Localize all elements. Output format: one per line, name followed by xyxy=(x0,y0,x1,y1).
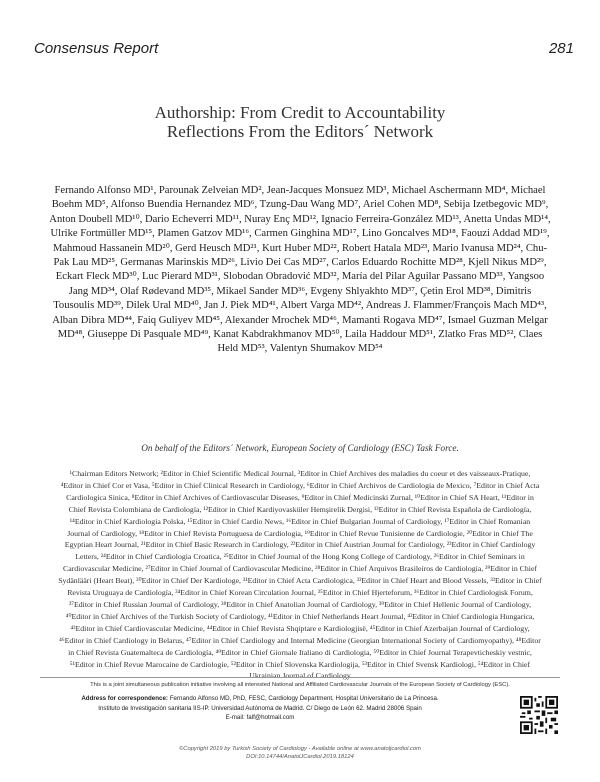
on-behalf-note: On behalf of the Editors´ Network, European Society of Cardiology (ESC) Task Force. xyxy=(141,443,459,453)
correspondence-line-2: Instituto de Investigación sanitaria IIS-IP. Universidad Autónoma de Madrid. C/ Diego de León 62. Madrid 28006 Spain xyxy=(98,704,422,712)
copyright-line: ©Copyright 2019 by Turkish Society of Cardiology - Available online at www.anatoljcardiol.com xyxy=(179,746,421,752)
article-title xyxy=(60,103,540,141)
correspondence-label: Address for correspondence: xyxy=(81,695,168,702)
title-line-1: Authorship: From Credit to Accountability xyxy=(154,103,446,122)
page-number: 281 xyxy=(548,40,574,57)
correspondence-line-1: Fernando Alfonso MD, PhD, FESC, Cardiology Department, Hospital Universitario de La Princesa. xyxy=(169,695,439,702)
correspondence-email[interactable]: E-mail: falf@hotmail.com xyxy=(225,714,295,722)
publication-notice: This is a joint simultaneous publication initiative involving all interested National and Affiliated Cardiovascular Journals of the European Society of Cardiology (ESC). xyxy=(90,682,510,688)
page-header xyxy=(34,40,574,62)
doi-line: DOI:10.14744/AnatolJCardiol.2019.18124 xyxy=(246,754,354,760)
footer-divider xyxy=(40,677,560,678)
title-line-2: Reflections From the Editors´ Network xyxy=(166,122,434,141)
affiliations: ¹Chairman Editors Network; ²Editor in Chief Scientific Medical Journal, ³Editor in Chief Archives des maladies du coeur et des vaisseaux-Pratique, ⁴Editor in Chief Cor et Vasa, ⁵Editor in Chief Clinical Research in Cardiology, ⁶Editor in Chief Archivos de Cardiologia de Mexico, ⁷Editor in Chief Acta Cardiologica Sinica, ⁸Editor in Chief Archives of Cardiovascular Diseases, ⁹Editor in Chief Medicinski Zurnal, ¹⁰Editor in Chief SA Heart, ¹¹Editor in Chief Revista Colombiana de Cardiología, ¹²Editor in Chief Kardiyovasküler Hemşirelik Dergisi, ¹³Editor in Chief Revista Española de Cardiología, ¹⁴Editor in Chief Kardiologia Polska, ¹⁵Editor in Chief Cardio News, ¹⁶Editor in Chief Bulgarian Journal of Cardiology, ¹⁷Editor in Chief Romanian Journal of Cardiology, ¹⁸Editor in Chief Revista Portuguesa de Cardiologia, ¹⁹Editor in Chief Revue Tunisienne de Cardiologie, ²⁰Editor in Chief The Egyptian Heart Journal, ²¹Editor in Chief Basic Research in Cardiology, ²²Editor in Chief Austrian Journal for Cardiology, ²³Editor in Chief Cardiology Letters, ²⁴Editor in Chief Cardiologia Croatica, ²⁵Editor in Chief Journal of the Hong Kong College of Cardiology, ²⁶Editor in Chief Seminars in Cardiovascular Medicine, ²⁷Editor in Chief Journal of Cardiovascular Medicine, ²⁸Editor in Chief Arquivos Brasileiros de Cardiologia, ²⁹Editor in Chief Sydänlääri (Heart Beat), ³⁰Editor in Chief Der Kardiologe, ³¹Editor in Chief Acta Cardiologica, ³²Editor in Chief Heart and Blood Vessels, ³³Editor in Chief Revista Uruguaya de Cardiología, ³⁴Editor in Chief Korean Circulation Journal, ³⁵Editor in Chief Hjerteforum, ³⁶Editor in Chief Cardiologisk Forum, ³⁷Editor in Chief Russian Journal of Cardiology, ³⁸Editor in Chief Anatolian Journal of Cardiology, ³⁹Editor in Chief Hellenic Journal of Cardiology, ⁴⁰Editor in Chief Archives of the Turkish Society of Cardiology, ⁴¹Editor in Chief Netherlands Heart Journal, ⁴²Editor in Chief Cardiologia Hungarica, ⁴³Editor in Chief Cardiovascular Medicine, ⁴⁴Editor in Chief Revista Shqiptare e Kardiologjisë, ⁴⁵Editor in Chief Azerbaijan Journal of Cardiology, ⁴⁶Editor in Chief Cardiology in Belarus, ⁴⁷Editor in Chief Cardiology and Internal Medicine (Georgian International Society of Cardiomyopathy), ⁴⁸Editor in Chief Revista Guatemalteca de Cardiología, ⁴⁹Editor in Chief Giornale Italiano di Cardiologia, ⁵⁰Editor in Chief Journal Terapevticheskiy vestnic, ⁵¹Editor in Chief Revue Marocaine de Cardiologie, ⁵²Editor in Chief Slovenska Kardiologija, ⁵³Editor in Chief Svensk Kardiologi, ⁵⁴Editor in Chief Ukrainian Journal of Cardiology xyxy=(58,469,542,681)
qr-code-icon xyxy=(520,696,558,734)
copyright-footer xyxy=(120,745,480,761)
author-list: Fernando Alfonso MD¹, Parounak Zelveian MD², Jean-Jacques Monsuez MD³, Michael Aschermann MD⁴, Michael Boehm MD⁵, Alfonso Buendia Hernandez MD⁶, Tzung-Dau Wang MD⁷, Ariel Cohen MD⁸, Sebija Izetbegovic MD⁹, Anton Doubell MD¹⁰, Dario Echeverri MD¹¹, Nuray Enç MD¹², Ignacio Ferreira-González MD¹³, Anetta Undas MD¹⁴, Ulrike Fortmüller MD¹⁵, Plamen Gatzov MD¹⁶, Carmen Ginghina MD¹⁷, Lino Goncalves MD¹⁸, Faouzi Addad MD¹⁹, Mahmoud Hassanein MD²⁰, Gerd Heusch MD²¹, Kurt Huber MD²², Robert Hatala MD²³, Mario Ivanusa MD²⁴, Chu-Pak Lau MD²⁵, Germanas Marinskis MD²⁶, Livio Dei Cas MD²⁷, Carlos Eduardo Rochitte MD²⁸, Kjell Nikus MD²⁹, Eckart Fleck MD³⁰, Luc Pierard MD³¹, Slobodan Obradović MD³², María del Pilar Aguilar Passano MD³³, Yangsoo Jang MD³⁴, Olaf Rødevand MD³⁵, Mikael Sander MD³⁶, Evgeny Shlyakhto MD³⁷, Çetin Erol MD³⁸, Dimitris Tousoulis MD³⁹, Dilek Ural MD⁴⁰, Jan J. Piek MD⁴¹, Albert Varga MD⁴², Andreas J. Flammer/François Mach MD⁴³, Alban Dibra MD⁴⁴, Faiq Guliyev MD⁴⁵, Alexander Mrochek MD⁴⁶, Mamanti Rogava MD⁴⁷, Ismael Guzman Melgar MD⁴⁸, Giuseppe Di Pasquale MD⁴⁹, Kanat Kabdrakhmanov MD⁵⁰, Laila Haddour MD⁵¹, Zlatko Fras MD⁵², Claes Held MD⁵³, Valentyn Shumakov MD⁵⁴ xyxy=(49,185,551,355)
correspondence-block xyxy=(40,694,480,723)
section-label: Consensus Report xyxy=(34,40,159,57)
